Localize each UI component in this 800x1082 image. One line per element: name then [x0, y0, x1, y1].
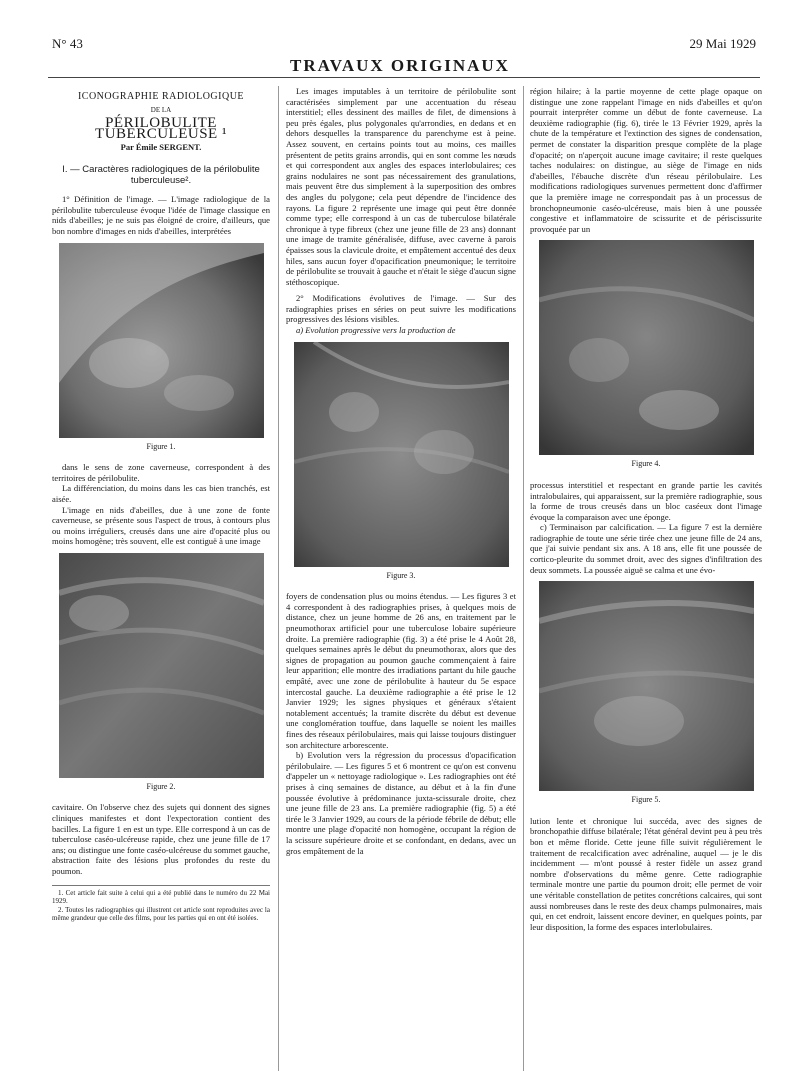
paragraph: cavitaire. On l'observe chez des sujets qui donnent des signes cliniques manifestes et dont l'expectoration contient des bacilles. La figure 1 en est un type. Elle correspond à un cas de tuberculose caséo-ulcéreuse rapide, chez une jeune fille de 17 ans; ou distingue une fonte caséo-ulcéreuse du sommet gauche, abstraction faite des lésions plus profondes du reste du poumon. — [52, 802, 270, 877]
figure-caption: Figure 2. — [146, 781, 176, 791]
section-heading: I. — Caractères radiologiques de la périlobulite tuberculeuse². — [62, 163, 260, 186]
issue-number: N° 43 — [52, 36, 83, 51]
figure-caption: Figure 5. — [631, 795, 661, 805]
column-2 — [286, 86, 516, 856]
paragraph: 2° Modifications évolutives de l'image. — Sur des radiographies prises en séries on peut suivre les modifications progressives des lésions visibles. — [286, 293, 516, 325]
issue-date: 29 Mai 1929 — [689, 36, 756, 51]
paragraph: région hilaire; à la partie moyenne de cette plage opaque on distingue une zone rappelant l'image en nids d'abeilles et qu'on pourrait interpréter comme un début de fonte caverneuse. La deuxième radiographie (fig. 6), tirée le 13 Février 1929, après la chute de la température et l'extinction des signes de condensation, permet de constater la disparition presque complète de la plage d'opacité; on n'aperçoit aucune image cavitaire; il reste quelques taches nodulaires: on distingue, au siège de l'image en nids d'abeilles, l'ébauche discrète d'un réseau périlobulaire. Les modifications radiologiques survenues permettent donc d'affirmer que la première image ne correspondait pas à un processus de bronchopneumonie caséo-ulcéreuse, mais bien à une poussée congestive et inflammatoire de scissurite et de périscissurite provoquée par un — [530, 86, 762, 234]
paragraph: foyers de condensation plus ou moins étendus. — Les figures 3 et 4 correspondent à des radiographies prises, à quelques mois de distance, chez un jeune homme de 26 ans, en traitement par le pneumothorax artificiel pour une tuberculose lobaire supérieure droite. La première radiographie (fig. 3) a été prise le 4 Août 28, quelques semaines après le début du pneumothorax, alors que des signes de propagation au poumon gauche commençaient à faire leur apparition; elle montre des irradiations partant du hile gauche empâté, avec une zone de périlobulite à hauteur du 5e espace intercostal gauche. La deuxième radiographie a été prise le 12 Janvier 1929; les signes physiques et généraux s'étaient notablement accentués; la tramite discrète du début est devenue une conglomération touffue, dans laquelle se noient les mailles fines des réseaux périlobulaires, mais qui laisse toujours distinguer son architecture arborescente. — [286, 591, 516, 750]
article-kicker: ICONOGRAPHIE RADIOLOGIQUE — [77, 91, 245, 102]
column-divider — [523, 86, 524, 1071]
article-author: Par Émile SERGENT. — [120, 142, 202, 153]
radiograph-figure-1 — [59, 243, 264, 438]
column-1 — [52, 86, 270, 923]
column-divider — [278, 86, 279, 1071]
footnote: 1. Cet article fait suite à celui qui a été publié dans le numéro du 22 Mai 1929. — [52, 888, 270, 906]
radiograph-figure-5 — [539, 581, 754, 791]
footnotes — [52, 885, 270, 923]
header-rule — [48, 77, 760, 78]
paragraph: a) Evolution progressive vers la production de — [296, 325, 456, 336]
paragraph: Les images imputables à un territoire de périlobulite sont caractérisées simplement par une accentuation du réseau interstitiel; elles dessinent des mailles de filet, de dimensions à peu près égales, plus polygonales qu'arrondies, en dedans et en dehors desquelles la transparence du parenchyme est à peine. Assez souvent, en certains points tout au moins, ces mailles présentent de petits grains arrondis, qui en sont comme les nœuds et qui correspondent aux angles des espaces interlobulaires; ces grains nodulaires ne sont pas nécessairement des granulations, mais peuvent être dus simplement à la superposition des ombres des angles du polygone; cela peut dépendre de l'incidence des rayons. La figure 2 représente une image qui peut être donnée comme type; elle correspond à un cas de tuberculose bilatérale chronique à type fibreux (chez une jeune fille de 23 ans) donnant une image de tramite généralisée, diffuse, avec caverne à parois épaisses sous la clavicule droite, et empâtement accentué des deux hiles, sans aucun foyer d'opacification pneumonique; le territoire de périlobulite se trouvait à gauche et n'était le siège d'aucun signe stéthoscopique. — [286, 86, 516, 287]
radiograph-figure-4 — [539, 240, 754, 455]
radiograph-figure-3 — [294, 342, 509, 567]
paragraph: L'image en nids d'abeilles, due à une zone de fonte caverneuse, se présente sous l'aspect de trous, à contours plus ou moins irréguliers, creusés dans une aire d'opacité plus ou moins homogène; très souvent, elle est contiguë à une image — [52, 504, 270, 547]
column-3 — [530, 86, 762, 932]
footnote: 2. Toutes les radiographies qui illustrent cet article sont reproduites avec la même grandeur que celle des films, pour les parties qui en ont été isolées. — [52, 905, 270, 923]
section-header: TRAVAUX ORIGINAUX — [290, 56, 510, 75]
radiograph-figure-2 — [59, 553, 264, 778]
article-de: DE LA — [150, 105, 172, 114]
figure-caption: Figure 3. — [386, 570, 416, 580]
paragraph: c) Terminaison par calcification. — La figure 7 est la dernière radiographie de toute une série tirée chez une jeune fille de 24 ans, que j'ai suivie pendant six ans. A 18 ans, elle fit une poussée de cortico-pleurite du sommet droit, avec des signes d'infiltration des deux sommets. La poussée aiguë se calma et une évo- — [530, 522, 762, 575]
paragraph: lution lente et chronique lui succéda, avec des signes de bronchopathie diffuse bilatérale; l'état général devint peu à peu très bon et même floride. Cette jeune fille suivit régulièrement le traitement de recalcification avec adrénaline, auquel — je le dis incidemment — m'ont poussé à rester fidèle un assez grand nombre d'observations du même genre. Cette radiographie terminale montre une partie du poumon droit; elle permet de voir une véritable constellation de petites concrétions calcaires, qui sont aussi nombreuses dans le reste des deux champs pulmonaires, mais qui, en cet endroit, laissent encore deviner, en quelques points, par leur disposition, la forme des espaces interlobulaires. — [530, 815, 762, 932]
figure-caption: Figure 1. — [146, 441, 176, 451]
paragraph: 1° Définition de l'image. — L'image radiologique de la périlobulite tuberculeuse évoque l'idée de l'image classique en nids d'abeilles; je ne suis pas éloigné de croire, d'ailleurs, que bon nombre d'images en nids d'abeilles, interprétées — [52, 194, 270, 236]
paragraph: dans le sens de zone caverneuse, correspondent à des territoires de périlobulite. — [52, 462, 270, 483]
paragraph: b) Evolution vers la régression du processus d'opacification périlobulaire. — Les figures 5 et 6 montrent ce qu'on est convenu d'appeler un « nettoyage radiologique ». Les radiographies ont été prises à cinq semaines de distance, au début et à la fin d'une poussée évolutive à prédominance juxta-scissurale droite, chez une jeune fille de 23 ans. La première radiographie (fig. 5) a été tirée le 3 Janvier 1929, au cours de la période fébrile de début; elle montre une plage d'opacité non homogène, occupant la région de la scissure supérieure droite et se confondant, en dedans, avec un gros empâtement de la — [286, 750, 516, 856]
paragraph: processus interstitiel et respectant en grande partie les cavités intralobulaires, qui apparaissent, sur la première radiographie, sous la forme de trous creusés dans un bloc caséeux dont l'image évoque la comparaison avec une éponge. — [530, 479, 762, 522]
article-title: PÉRILOBULITE TUBERCULEUSE ¹ — [95, 115, 227, 142]
figure-caption: Figure 4. — [631, 459, 661, 469]
paragraph: La différenciation, du moins dans les cas bien tranchés, est aisée. — [52, 483, 270, 504]
